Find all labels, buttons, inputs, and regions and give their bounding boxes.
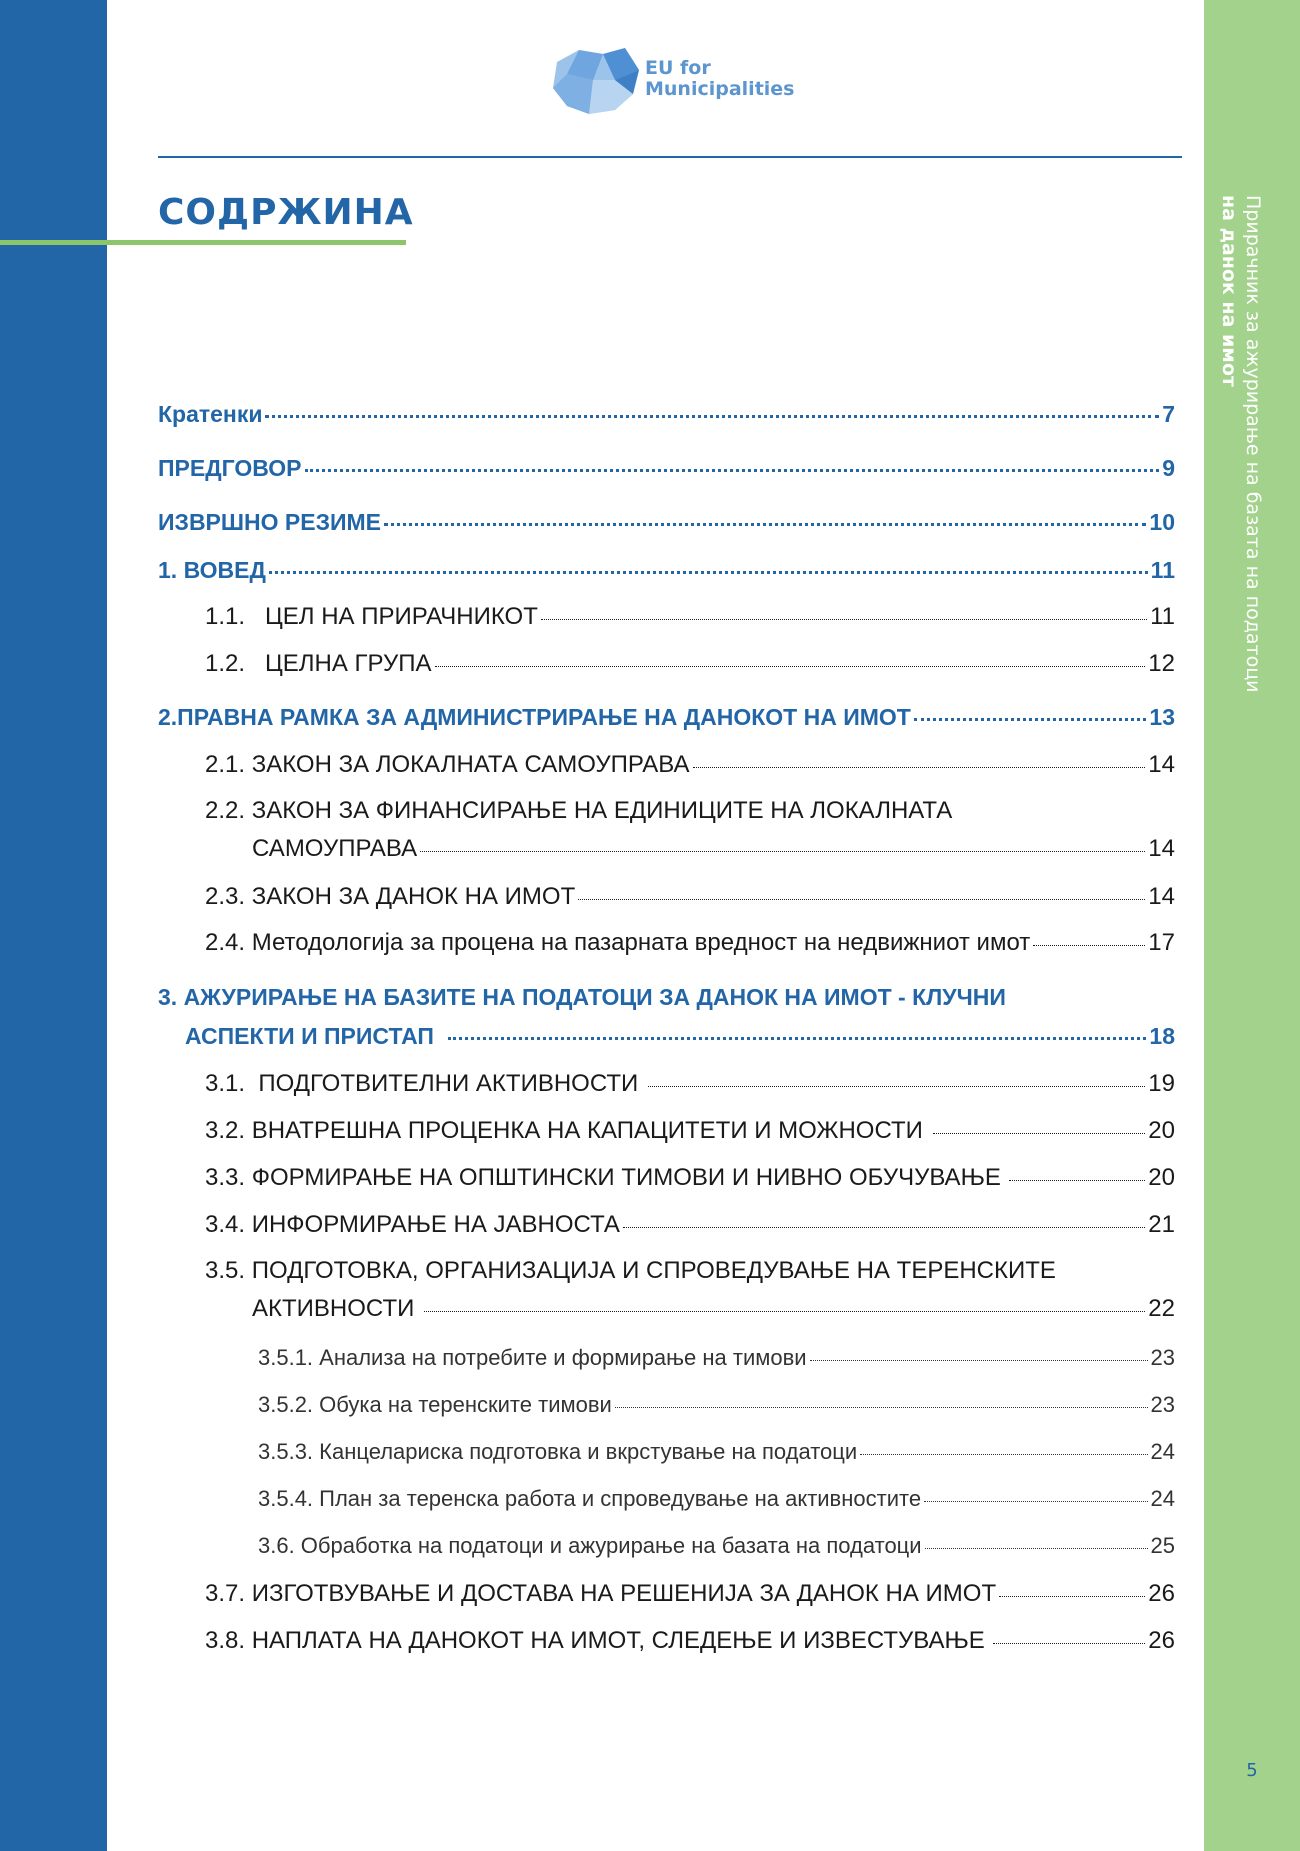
toc-entry-label: 3.5.1. Анализа на потребите и формирање на тимови	[258, 1345, 807, 1370]
toc-entry-label: 3.2. ВНАТРЕШНА ПРОЦЕНКА НА КАПАЦИТЕТИ И МОЖНОСТИ	[205, 1117, 923, 1144]
toc-entry[interactable]	[252, 1295, 1175, 1323]
toc-entry-label: 3.5.4. План за теренска работа и спроведување на активностите	[258, 1486, 922, 1511]
toc-entry[interactable]	[158, 557, 1175, 584]
toc-dot-leader	[541, 619, 1147, 620]
toc-entry-page: 25	[1150, 1533, 1175, 1558]
toc-entry-label: 3.5.2. Обука на теренските тимови	[258, 1392, 612, 1417]
logo-text-line-1: EU for	[645, 57, 711, 79]
toc-entry[interactable]	[258, 1439, 1175, 1465]
toc-entry-label: 3.1. ПОДГОТВИТЕЛНИ АКТИВНОСТИ	[205, 1070, 639, 1097]
toc-entry-page: 24	[1150, 1486, 1175, 1511]
toc-dot-leader	[933, 1133, 1145, 1134]
toc-entry-page: 12	[1148, 650, 1175, 677]
toc-entry[interactable]	[158, 509, 1175, 536]
toc-entry-page: 17	[1148, 929, 1175, 956]
toc-entry-page: 14	[1148, 835, 1175, 862]
toc-entry-label: 3. АЖУРИРАЊЕ НА БАЗИТЕ НА ПОДАТОЦИ ЗА ДАНОК НА ИМОТ - КЛУЧНИ	[158, 984, 1006, 1010]
toc-dot-leader	[648, 1086, 1145, 1087]
toc-entry[interactable]	[205, 1164, 1175, 1192]
toc-entry[interactable]	[205, 883, 1175, 911]
toc-entry[interactable]	[205, 929, 1175, 957]
toc-entry[interactable]	[205, 751, 1175, 779]
toc-entry-label: 2.3. ЗАКОН ЗА ДАНОК НА ИМОТ	[205, 883, 576, 910]
map-polygon-icon	[545, 40, 645, 120]
toc-entry[interactable]	[205, 1117, 1175, 1145]
toc-dot-leader	[448, 1037, 1147, 1040]
toc-entry[interactable]	[158, 455, 1175, 482]
toc-entry-label: 3.8. НАПЛАТА НА ДАНОКОТ НА ИМОТ, СЛЕДЕЊЕ И ИЗВЕСТУВАЊЕ	[205, 1627, 985, 1654]
toc-entry[interactable]	[185, 1023, 1175, 1050]
toc-entry-label-continuation: САМОУПРАВА	[252, 835, 418, 862]
toc-dot-leader	[1033, 945, 1145, 946]
logo-text-line-2: Municipalities	[645, 78, 795, 100]
toc-entry-label: 3.3. ФОРМИРАЊЕ НА ОПШТИНСКИ ТИМОВИ И НИВНО ОБУЧУВАЊЕ	[205, 1164, 1001, 1191]
toc-entry-page: 23	[1150, 1392, 1175, 1417]
toc-entry[interactable]	[258, 1533, 1175, 1559]
eu-for-municipalities-logo	[545, 40, 795, 120]
toc-entry-page: 24	[1150, 1439, 1175, 1464]
page-title: СОДРЖИНА	[158, 192, 414, 233]
toc-dot-leader	[993, 1643, 1146, 1644]
toc-entry-label: 2.2. ЗАКОН ЗА ФИНАНСИРАЊЕ НА ЕДИНИЦИТЕ НА ЛОКАЛНАТА	[205, 797, 953, 824]
toc-dot-leader	[615, 1407, 1148, 1408]
toc-dot-leader	[693, 767, 1146, 768]
toc-entry-page: 11	[1150, 557, 1175, 583]
toc-entry-page: 22	[1148, 1295, 1175, 1322]
toc-entry-page: 20	[1148, 1117, 1175, 1144]
toc-dot-leader	[924, 1501, 1147, 1502]
toc-entry-label: 1.1. ЦЕЛ НА ПРИРАЧНИКОТ	[205, 603, 538, 630]
toc-dot-leader	[810, 1360, 1148, 1361]
toc-entry-label: 2.1. ЗАКОН ЗА ЛОКАЛНАТА САМОУПРАВА	[205, 751, 690, 778]
toc-entry[interactable]	[258, 1486, 1175, 1512]
toc-entry-label: 2.4. Методологија за процена на пазарната вредност на недвижниот имот	[205, 929, 1031, 956]
toc-entry-label: 1. ВОВЕД	[158, 557, 266, 583]
toc-entry-label: 1.2. ЦЕЛНА ГРУПА	[205, 650, 432, 677]
toc-entry[interactable]	[258, 1392, 1175, 1418]
toc-entry-label: Кратенки	[158, 401, 263, 427]
toc-entry-page: 11	[1150, 603, 1175, 630]
toc-entry-page: 9	[1162, 455, 1175, 481]
page-number: 5	[1246, 1760, 1258, 1781]
toc-dot-leader	[435, 666, 1146, 667]
toc-dot-leader	[578, 899, 1145, 900]
toc-dot-leader	[424, 1311, 1145, 1312]
toc-entry[interactable]	[205, 650, 1175, 678]
toc-entry-label: 2.ПРАВНА РАМКА ЗА АДМИНИСТРИРАЊЕ НА ДАНОКОТ НА ИМОТ	[158, 704, 911, 730]
toc-entry-page: 14	[1148, 751, 1175, 778]
toc-entry-page: 18	[1149, 1023, 1175, 1049]
toc-dot-leader	[384, 523, 1146, 526]
toc-entry-page: 23	[1150, 1345, 1175, 1370]
toc-dot-leader	[623, 1227, 1145, 1228]
toc-dot-leader	[269, 571, 1148, 574]
side-title-line-2: на данок на имот	[1218, 195, 1240, 387]
toc-dot-leader	[860, 1454, 1147, 1455]
toc-entry[interactable]	[158, 704, 1175, 731]
toc-entry[interactable]	[205, 1070, 1175, 1098]
title-underline	[0, 240, 406, 245]
toc-entry-label: 3.4. ИНФОРМИРАЊЕ НА ЈАВНОСТА	[205, 1211, 620, 1238]
toc-entry-label: 3.5. ПОДГОТОВКА, ОРГАНИЗАЦИЈА И СПРОВЕДУВАЊЕ НА ТЕРЕНСКИТЕ	[205, 1257, 1056, 1284]
toc-entry-label: ИЗВРШНО РЕЗИМЕ	[158, 509, 382, 535]
left-color-band	[0, 0, 107, 1851]
toc-entry[interactable]	[158, 401, 1175, 428]
toc-entry-label-continuation: АКТИВНОСТИ	[252, 1295, 415, 1322]
toc-entry-page: 20	[1148, 1164, 1175, 1191]
toc-entry[interactable]	[205, 1211, 1175, 1239]
toc-dot-leader	[305, 469, 1160, 472]
toc-dot-leader	[1009, 1180, 1145, 1181]
toc-entry-label: 3.5.3. Канцелариска подготовка и вкрстување на податоци	[258, 1439, 858, 1464]
toc-entry[interactable]	[205, 603, 1175, 631]
toc-entry-page: 26	[1148, 1580, 1175, 1607]
toc-entry[interactable]	[252, 835, 1175, 863]
toc-entry[interactable]	[205, 1627, 1175, 1655]
toc-entry-page: 21	[1148, 1211, 1175, 1238]
toc-entry-page: 7	[1162, 401, 1175, 427]
side-title-line-1: Прирачник за ажурирање на базата на податоци	[1242, 195, 1264, 693]
toc-dot-leader	[999, 1596, 1145, 1597]
toc-dot-leader	[914, 718, 1147, 721]
document-side-title	[1217, 195, 1265, 692]
toc-dot-leader	[420, 851, 1145, 852]
toc-entry-page: 19	[1148, 1070, 1175, 1097]
toc-entry-label: 3.7. ИЗГОТВУВАЊЕ И ДОСТАВА НА РЕШЕНИЈА ЗА ДАНОК НА ИМОТ	[205, 1580, 997, 1607]
toc-entry-page: 26	[1148, 1627, 1175, 1654]
header-divider	[158, 156, 1182, 158]
toc-entry-label-continuation: АСПЕКТИ И ПРИСТАП	[185, 1023, 434, 1049]
toc-entry-page: 13	[1149, 704, 1175, 730]
toc-entry-label: ПРЕДГОВОР	[158, 455, 302, 481]
toc-entry-page: 14	[1148, 883, 1175, 910]
toc-entry[interactable]	[258, 1345, 1175, 1371]
toc-dot-leader	[265, 415, 1159, 418]
toc-entry-label: 3.6. Обработка на податоци и ажурирање на базата на податоци	[258, 1533, 922, 1558]
toc-entry-page: 10	[1149, 509, 1175, 535]
toc-dot-leader	[925, 1548, 1148, 1549]
toc-entry[interactable]	[205, 1580, 1175, 1608]
